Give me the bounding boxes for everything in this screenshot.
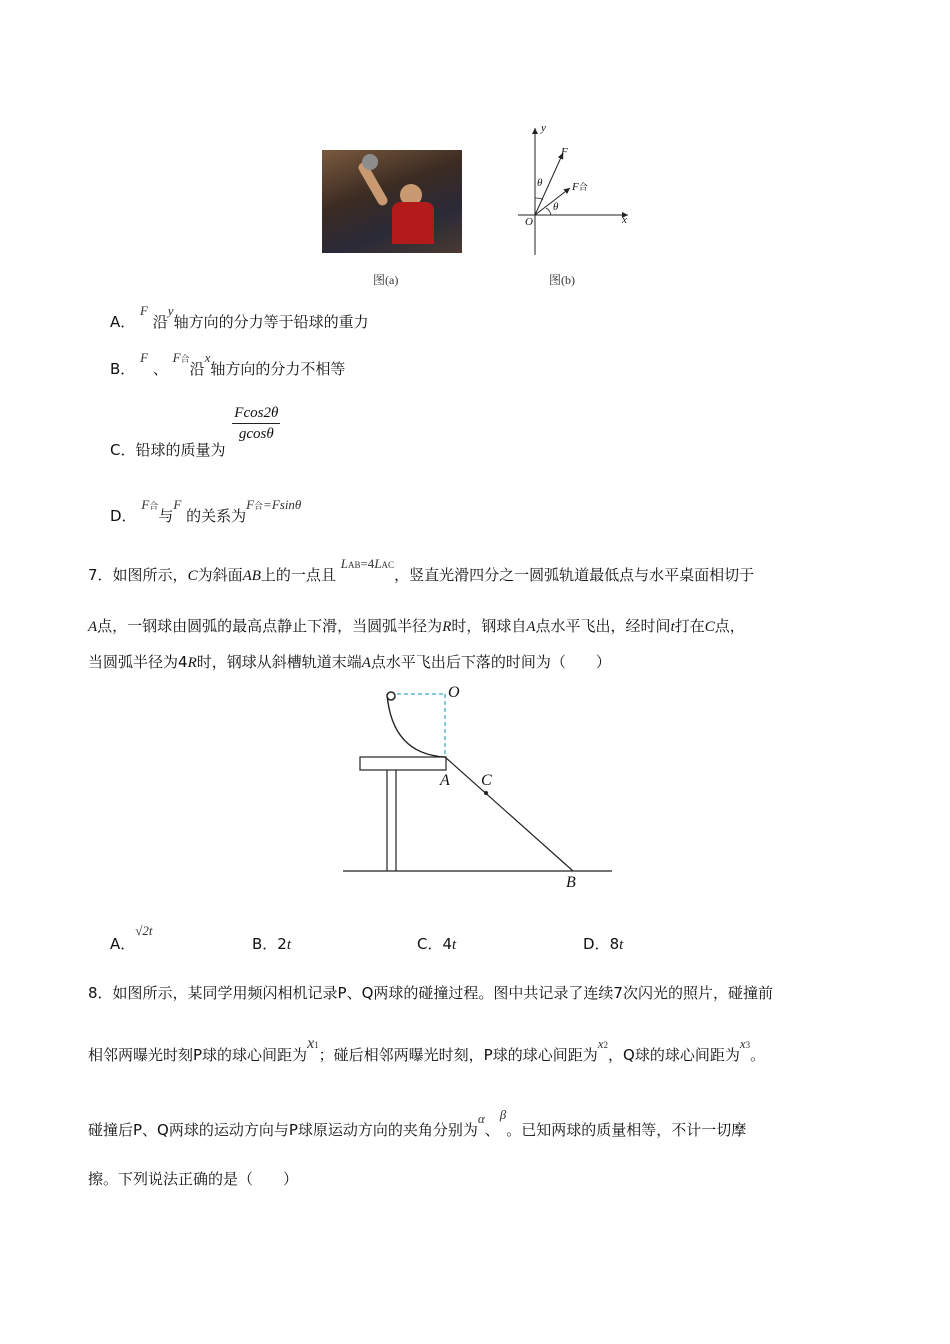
q6-option-b: B． F 、 F合沿x轴方向的分力不相等 <box>110 350 346 378</box>
fig-a-caption: 图(a) <box>373 273 399 287</box>
fig-b-x-label: x <box>622 214 627 226</box>
q6-option-a: A． F 沿y轴方向的分力等于铅球的重力 <box>110 303 369 331</box>
q8-line-4: 擦。下列说法正确的是（ ） <box>88 1170 299 1188</box>
option-c-numerator: Fcos2θ <box>232 403 280 424</box>
shot-put-photo <box>322 150 462 253</box>
q7-option-a: A．√2t <box>110 923 153 953</box>
q7-line-1: 7．如图所示，C为斜面AB上的一点且 LAB=4LAC，竖直光滑四分之一圆弧轨道最低点与水平桌面相切于 <box>88 556 755 584</box>
incline-track-diagram <box>335 680 625 895</box>
q7-option-d: D．8t <box>583 935 624 953</box>
fig-b-origin-label: O <box>525 216 533 228</box>
fig-b-fhe-label: F合 <box>572 181 588 193</box>
q7-option-c: C．4t <box>417 935 457 953</box>
option-c-denominator: gcosθ <box>238 426 274 442</box>
q8-line-3: 碰撞后P、Q两球的运动方向与P球原运动方向的夹角分别为α、β。已知两球的质量相等，不计一切摩 <box>88 1107 747 1139</box>
q7-option-b: B．2t <box>252 935 292 953</box>
steel-ball <box>387 692 395 700</box>
q7-line-2: A点，一钢球由圆弧的最高点静止下滑，当圆弧半径为R时，钢球自A点水平飞出，经时间t打在C点， <box>88 617 745 635</box>
fig-b-f-label: F <box>561 146 568 158</box>
q6-option-d: D． F合与F 的关系为F合=Fsinθ <box>110 497 302 525</box>
quarter-arc-track <box>387 694 445 757</box>
q8-line-2: 相邻两曝光时刻P球的球心间距为x1；碰后相邻两曝光时刻，P球的球心间距为x2，Q球的球心间距为x3。 <box>88 1035 766 1064</box>
fig-b-theta2: θ <box>553 201 559 213</box>
q8-line-1: 8．如图所示，某同学用频闪相机记录P、Q两球的碰撞过程。图中共记录了连续7次闪光的照片，碰撞前 <box>88 984 773 1002</box>
fig-b-theta1: θ <box>537 177 543 189</box>
diagram-label-b: B <box>566 874 576 891</box>
photo-athlete-shirt <box>392 202 434 244</box>
q6-option-c: C．铅球的质量为 $\frac{Fcos2\theta}{gcos\theta}$ <box>110 405 279 459</box>
incline-ab <box>445 757 573 871</box>
q7-line-3: 当圆弧半径为4R时，钢球从斜槽轨道末端A点水平飞出后下落的时间为（ ） <box>88 653 611 671</box>
diagram-label-o: O <box>448 684 460 701</box>
diagram-label-c: C <box>481 772 492 789</box>
point-c <box>484 791 488 795</box>
fig-b-caption: 图(b) <box>549 273 575 287</box>
table-top <box>360 757 446 770</box>
diagram-label-a: A <box>440 772 450 789</box>
photo-shot-ball <box>362 154 378 170</box>
fig-b-y-label: y <box>541 122 546 134</box>
